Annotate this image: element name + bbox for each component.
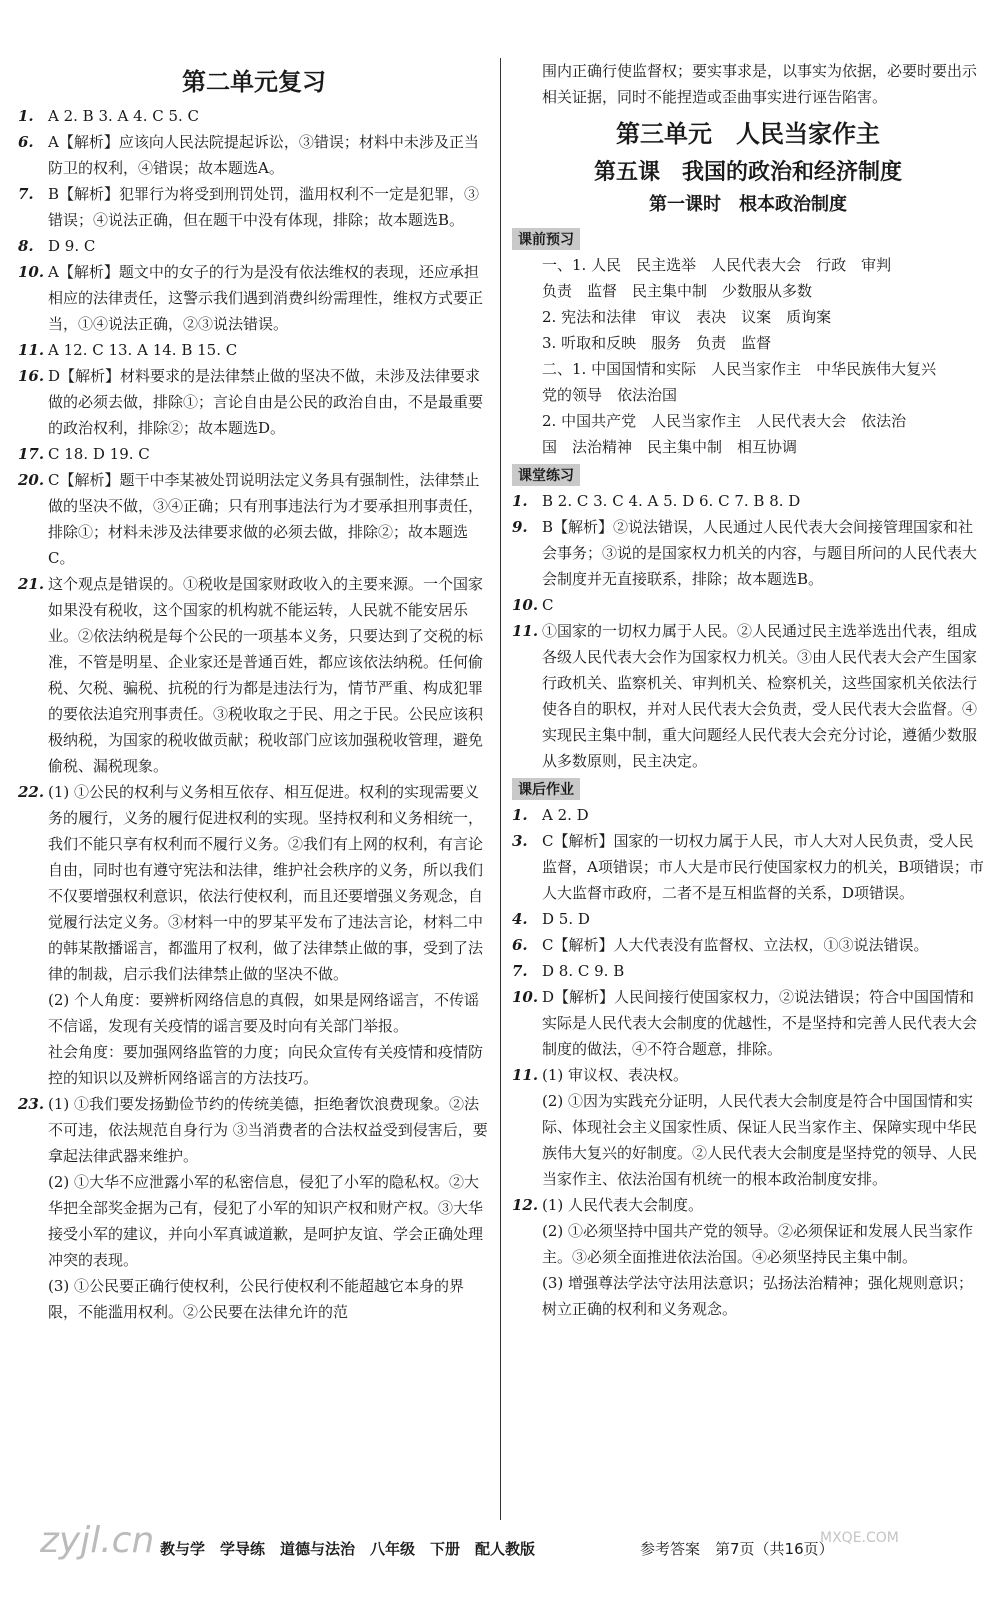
answer-number: 22. bbox=[18, 783, 45, 801]
answer-text: D 9. C bbox=[48, 237, 96, 255]
answer-number: 6. bbox=[18, 133, 34, 151]
answer-number: 6. bbox=[512, 936, 528, 954]
answer-number: 7. bbox=[18, 185, 34, 203]
answer-text: (3) ①公民要正确行使权利，公民行使权利不能超越它本身的界限，不能滥用权利。②公民要在法律允许的范 bbox=[48, 1277, 465, 1321]
preview-line: 国 法治精神 民主集中制 相互协调 bbox=[542, 438, 798, 456]
answer-text: (1) 审议权、表决权。 bbox=[542, 1066, 689, 1084]
answer-number: 11. bbox=[18, 341, 45, 359]
answer-item bbox=[18, 363, 490, 441]
answer-text: ①国家的一切权力属于人民。②人民通过民主选举选出代表，组成各级人民代表大会作为国家权力机关。③由人民代表大会产生国家行政机关、监察机关、审判机关、检察机关，这些国家机关依法行使各自的职权，并对人民代表大会负责，受人民代表大会监督。④实现民主集中制，重大问题经人民代表大会充分讨论，遵循少数服从多数原则，民主决定。 bbox=[542, 622, 978, 770]
preview-line: 党的领导 依法治国 bbox=[542, 386, 678, 404]
answer-number: 1. bbox=[512, 806, 528, 824]
answer-text: A 2. B 3. A 4. C 5. C bbox=[48, 107, 200, 125]
class-answer-list bbox=[512, 488, 984, 774]
answer-number: 10. bbox=[18, 263, 45, 281]
brand-logo: zyjl.cn bbox=[40, 1520, 155, 1561]
answer-text: C bbox=[542, 596, 554, 614]
preview-line: 3. 听取和反映 服务 负责 监督 bbox=[542, 334, 772, 352]
answer-text: C【解析】人大代表没有监督权、立法权，①③说法错误。 bbox=[542, 936, 929, 954]
section-class: 课堂练习 bbox=[512, 464, 580, 486]
answer-number: 4. bbox=[512, 910, 528, 928]
answer-item bbox=[18, 103, 490, 129]
answer-text: B【解析】犯罪行为将受到刑罚处罚，滥用权利不一定是犯罪，③错误；④说法正确，但在题干中没有体现，排除；故本题选B。 bbox=[48, 185, 480, 229]
answer-item bbox=[512, 802, 984, 828]
answer-item bbox=[18, 1273, 490, 1325]
answer-number: 20. bbox=[18, 471, 45, 489]
answer-item bbox=[512, 906, 984, 932]
answer-text: C【解析】国家的一切权力属于人民，市人大对人民负责，受人民监督，A项错误；市人大是市民行使国家权力的机关，B项错误；市人大监督市政府，二者不是互相监督的关系，D项错误。 bbox=[542, 832, 984, 902]
answer-text: (3) 增强尊法学法守法用法意识；弘扬法治精神；强化规则意识；树立正确的权利和义务观念。 bbox=[542, 1274, 974, 1318]
answer-number: 12. bbox=[512, 1196, 539, 1214]
answer-item bbox=[512, 932, 984, 958]
answer-text: A【解析】题文中的女子的行为是没有依法维权的表现，还应承担相应的法律责任，这警示我们遇到消费纠纷需理性，维权方式要正当，①④说法正确，②③说法错误。 bbox=[48, 263, 484, 333]
answer-number: 21. bbox=[18, 575, 45, 593]
section-preview: 课前预习 bbox=[512, 228, 580, 250]
column-divider bbox=[500, 58, 501, 1520]
answer-item bbox=[18, 233, 490, 259]
answer-number: 7. bbox=[512, 962, 528, 980]
answer-text: A 12. C 13. A 14. B 15. C bbox=[48, 341, 238, 359]
answer-number: 11. bbox=[512, 1066, 539, 1084]
answer-item bbox=[18, 181, 490, 233]
answer-text: (2) ①大华不应泄露小军的私密信息，侵犯了小军的隐私权。②大华把全部奖金据为己有，侵犯了小军的知识产权和财产权。③大华接受小军的建议，并向小军真诚道歉，是呵护友谊、学会正确处理冲突的表现。 bbox=[48, 1173, 484, 1269]
answer-item bbox=[512, 1192, 984, 1218]
preview-line: 负责 监督 民主集中制 少数服从多数 bbox=[542, 282, 813, 300]
answer-text: D 8. C 9. B bbox=[542, 962, 625, 980]
answer-item bbox=[512, 984, 984, 1062]
answer-item bbox=[18, 1091, 490, 1169]
answer-text: D【解析】材料要求的是法律禁止做的坚决不做，未涉及法律要求做的必须去做，排除①；言论自由是公民的政治自由，不是最重要的政治权利，排除②；故本题选D。 bbox=[48, 367, 484, 437]
preview-line: 一、1. 人民 民主选举 人民代表大会 行政 审判 bbox=[542, 256, 892, 274]
lesson-title: 第五课 我国的政治和经济制度 bbox=[593, 160, 902, 185]
answer-item bbox=[512, 828, 984, 906]
section-homework: 课后作业 bbox=[512, 778, 580, 800]
answer-item bbox=[18, 1169, 490, 1273]
answer-number: 10. bbox=[512, 988, 539, 1006]
answer-text: (1) ①我们要发扬勤俭节约的传统美德，拒绝奢饮浪费现象。②法不可违，依法规范自身行为 ③当消费者的合法权益受到侵害后，要拿起法律武器来维护。 bbox=[48, 1095, 488, 1165]
unit-title: 第三单元 人民当家作主 bbox=[616, 120, 880, 148]
answer-number: 11. bbox=[512, 622, 539, 640]
period-title: 第一课时 根本政治制度 bbox=[649, 194, 847, 215]
answer-text: C 18. D 19. C bbox=[48, 445, 150, 463]
answer-number: 17. bbox=[18, 445, 45, 463]
footer-book-title: 教与学 学导练 道德与法治 八年级 下册 配人教版 bbox=[160, 1540, 536, 1558]
answer-text: (1) ①公民的权利与义务相互依存、相互促进。权利的实现需要义务的履行，义务的履行促进权利的实现。坚持权利和义务相统一，我们不能只享有权利而不履行义务。②我们有上网的权利，有言论自由，同时也有遵守宪法和法律，维护社会秩序的义务，所以我们不仅要增强权利意识，依法行使权利，而且还要增强义务观念，自觉履行法定义务。③材料一中的罗某平发布了违法言论，材料二中的韩某散播谣言，都滥用了权利，做了法律禁止做的事，受到了法律的制裁，启示我们法律禁止做的坚决不做。 bbox=[48, 783, 484, 983]
answer-number: 23. bbox=[18, 1095, 45, 1113]
left-answer-list bbox=[18, 103, 490, 1325]
answer-item bbox=[18, 1039, 490, 1091]
answer-item bbox=[512, 1062, 984, 1088]
left-column bbox=[18, 58, 490, 1325]
answer-item bbox=[512, 618, 984, 774]
answer-number: 8. bbox=[18, 237, 34, 255]
preview-line: 2. 中国共产党 人民当家作主 人民代表大会 依法治 bbox=[542, 412, 907, 430]
answer-item bbox=[18, 779, 490, 987]
answer-text: (2) 个人角度：要辨析网络信息的真假，如果是网络谣言，不传谣不信谣，发现有关疫情的谣言要及时向有关部门举报。 bbox=[48, 991, 480, 1035]
answer-item bbox=[18, 337, 490, 363]
answer-text: A【解析】应该向人民法院提起诉讼，③错误；材料中未涉及正当防卫的权利，④错误；故本题选A。 bbox=[48, 133, 479, 177]
answer-item bbox=[18, 571, 490, 779]
answer-number: 9. bbox=[512, 518, 528, 536]
preview-line: 二、1. 中国国情和实际 人民当家作主 中华民族伟大复兴 bbox=[542, 360, 937, 378]
answer-item bbox=[512, 514, 984, 592]
answer-item bbox=[512, 592, 984, 618]
answer-number: 1. bbox=[18, 107, 34, 125]
continuation-text: 围内正确行使监督权；要实事求是，以事实为依据，必要时要出示相关证据，同时不能捏造或歪曲事实进行诬告陷害。 bbox=[542, 62, 978, 106]
answer-text: A 2. D bbox=[542, 806, 589, 824]
preview-line: 2. 宪法和法律 审议 表决 议案 质询案 bbox=[542, 308, 832, 326]
unit-review-title: 第二单元复习 bbox=[182, 68, 326, 96]
right-column bbox=[512, 58, 984, 1322]
watermark: MXQE.COM bbox=[820, 1530, 899, 1546]
footer-page-number: 参考答案 第7页（共16页） bbox=[640, 1540, 834, 1558]
answer-item bbox=[512, 958, 984, 984]
answer-text: B【解析】②说法错误，人民通过人民代表大会间接管理国家和社会事务；③说的是国家权力机关的内容，与题目所问的人民代表大会制度并无直接联系，排除；故本题选B。 bbox=[542, 518, 978, 588]
answer-item bbox=[512, 1088, 984, 1192]
answer-item bbox=[512, 1218, 984, 1270]
answer-text: (1) 人民代表大会制度。 bbox=[542, 1196, 704, 1214]
preview-list bbox=[512, 252, 984, 460]
answer-number: 3. bbox=[512, 832, 528, 850]
answer-text: B 2. C 3. C 4. A 5. D 6. C 7. B 8. D bbox=[542, 492, 801, 510]
answer-text: (2) ①因为实践充分证明，人民代表大会制度是符合中国国情和实际、体现社会主义国家性质、保证人民当家作主、保障实现中华民族伟大复兴的好制度。②人民代表大会制度是坚持党的领导、人民当家作主、依法治国有机统一的根本政治制度安排。 bbox=[542, 1092, 978, 1188]
answer-item bbox=[18, 129, 490, 181]
answer-item bbox=[512, 488, 984, 514]
answer-item bbox=[18, 987, 490, 1039]
answer-text: C【解析】题干中李某被处罚说明法定义务具有强制性，法律禁止做的坚决不做，③④正确；只有刑事违法行为才要承担刑事责任，排除①；材料未涉及法律要求做的必须去做，排除②；故本题选C。 bbox=[48, 471, 484, 567]
answer-text: (2) ①必须坚持中国共产党的领导。②必须保证和发展人民当家作主。③必须全面推进依法治国。④必须坚持民主集中制。 bbox=[542, 1222, 974, 1266]
answer-item bbox=[18, 441, 490, 467]
answer-item bbox=[18, 467, 490, 571]
answer-number: 10. bbox=[512, 596, 539, 614]
answer-text: D 5. D bbox=[542, 910, 590, 928]
answer-number: 16. bbox=[18, 367, 45, 385]
answer-number: 1. bbox=[512, 492, 528, 510]
answer-item bbox=[512, 1270, 984, 1322]
answer-text: 社会角度：要加强网络监管的力度；向民众宣传有关疫情和疫情防控的知识以及辨析网络谣言的方法技巧。 bbox=[48, 1043, 484, 1087]
homework-answer-list bbox=[512, 802, 984, 1322]
answer-text: D【解析】人民间接行使国家权力，②说法错误；符合中国国情和实际是人民代表大会制度的优越性，不是坚持和完善人民代表大会制度的做法，④不符合题意，排除。 bbox=[542, 988, 978, 1058]
answer-text: 这个观点是错误的。①税收是国家财政收入的主要来源。一个国家如果没有税收，这个国家的机构就不能运转，人民就不能安居乐业。②依法纳税是每个公民的一项基本义务，只要达到了交税的标准，不管是明星、企业家还是普通百姓，都应该依法纳税。任何偷税、欠税、骗税、抗税的行为都是违法行为，情节严重、构成犯罪的要依法追究刑事责任。③税收取之于民、用之于民。公民应该积极纳税，为国家的税收做贡献；税收部门应该加强税收管理，避免偷税、漏税现象。 bbox=[48, 575, 484, 775]
answer-item bbox=[18, 259, 490, 337]
